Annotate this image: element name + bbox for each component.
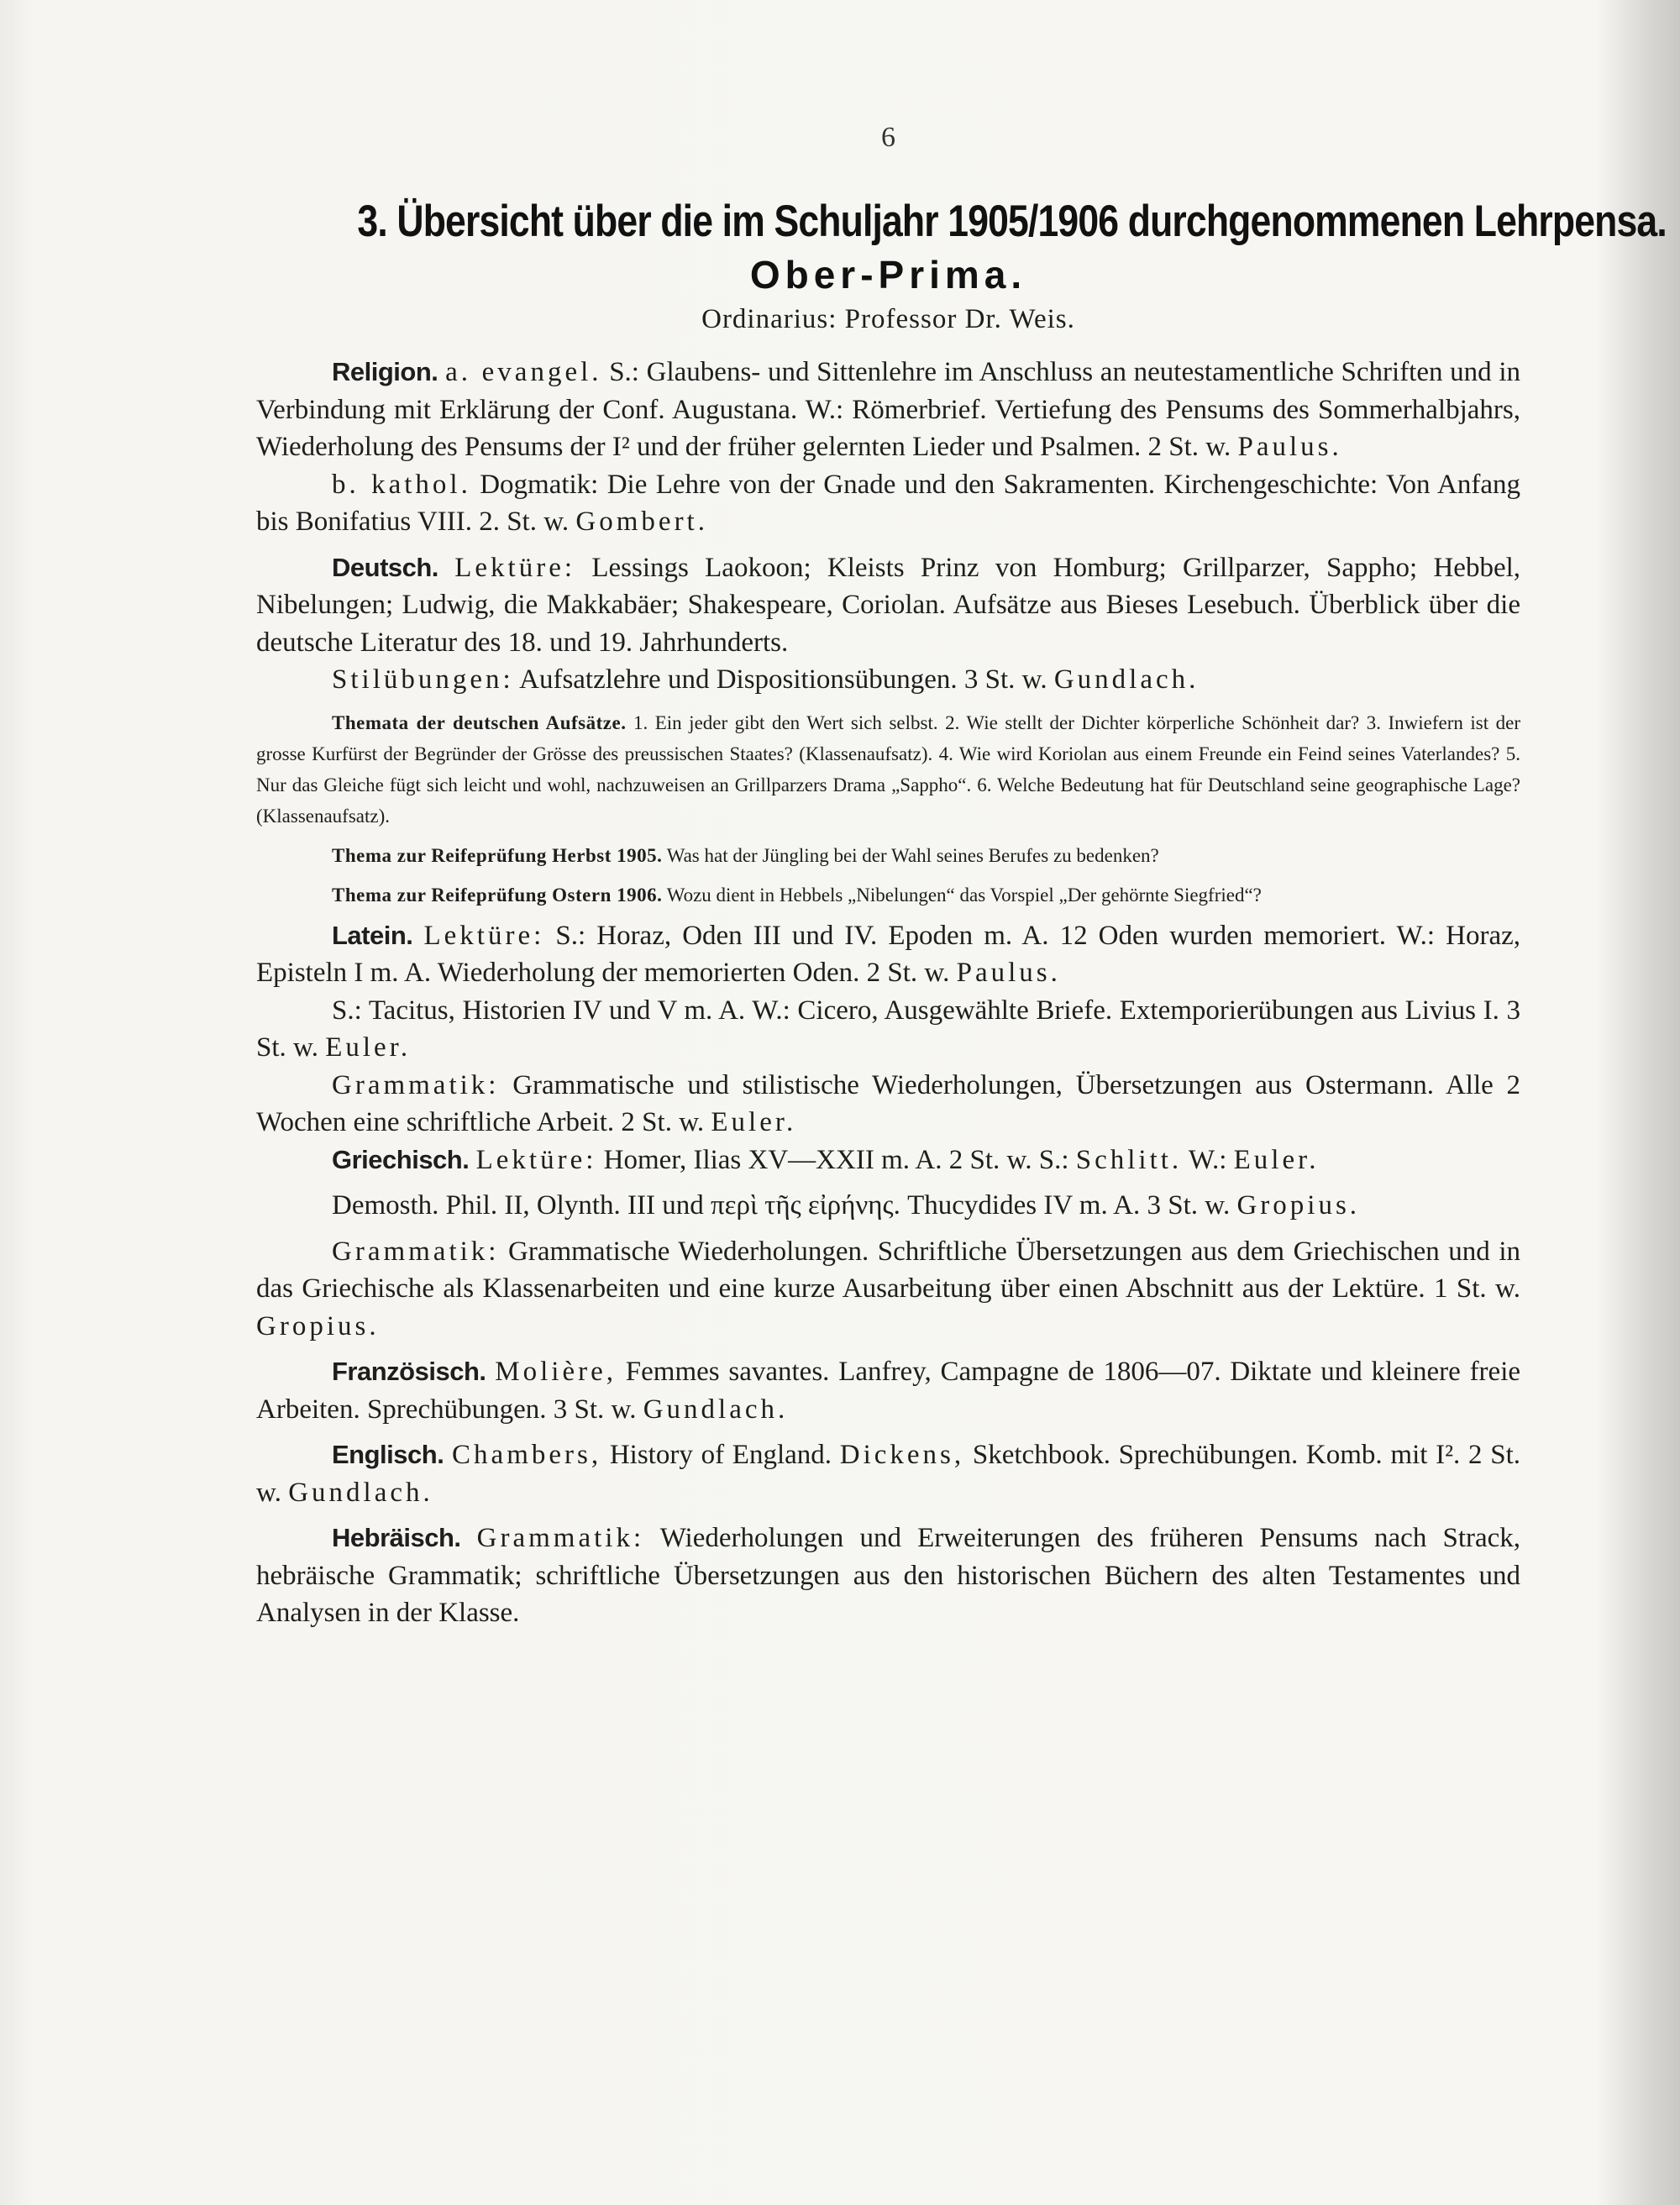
griechisch-demosth-teacher: Gropius. [1236, 1190, 1361, 1221]
griechisch-demosth-text: Demosth. Phil. II, Olynth. III und περὶ τῆς εἰρήνης. Thucydides IV m. A. 3 St. w. [332, 1190, 1231, 1221]
franzoesisch-author: Molière, [495, 1357, 617, 1387]
franzoesisch-text: Femmes savantes. Lanfrey, Campagne de 1806—07. Diktate und kleinere freie Arbeiten. Sprechübungen. 3 St. w. [256, 1357, 1521, 1425]
deutsch-themata-heading: Themata der deutschen Aufsätze. [332, 711, 627, 733]
deutsch-lektuere-text: Lessings Laokoon; Kleists Prinz von Homburg; Grillparzer, Sappho; Hebbel, Nibelungen; Ludwig, die Makkabäer; Shakespeare, Coriolan. Aufsätze aus Bieses Lesebuch. Überblick über die deutsche Literatur des 18. und 19. Jahrhunderts. [256, 552, 1521, 658]
hebraeisch-paragraph [256, 1520, 1520, 1632]
latein-subject: Latein. [332, 920, 413, 950]
religion-evangel-text: S.: Glaubens- und Sittenlehre im Anschluss an neutestamentliche Schriften und in Verbindung mit Erklärung der Conf. Augustana. W.: Römerbrief. Vertiefung des Pensums des Sommerhalbjahrs, Wiederholung des Pensums der I² und der früher gelernten Lieder und Psalmen. 2 St. w. [256, 357, 1521, 462]
franzoesisch-subject: Französisch. [332, 1357, 486, 1386]
englisch-author-2: Dickens, [839, 1440, 965, 1470]
deutsch-ostern-text: Wozu dient in Hebbels „Nibelungen“ das Vorspiel „Der gehörnte Siegfried“? [666, 884, 1262, 906]
latein-tacitus-text: S.: Tacitus, Historien IV und V m. A. W.: Cicero, Ausgewählte Briefe. Extemporierübungen aus Livius I. 3 St. w. [256, 995, 1520, 1063]
englisch-text-2: Sketchbook. Sprechübungen. Komb. mit I². 2 St. w. [256, 1440, 1521, 1508]
latein-tacitus-paragraph [256, 992, 1520, 1067]
deutsch-stil-text: Aufsatzlehre und Dispositionsübungen. 3 St. w. [519, 664, 1047, 695]
deutsch-themata-paragraph [256, 707, 1520, 832]
hebraeisch-grammatik-label: Grammatik: [476, 1523, 645, 1553]
deutsch-ostern-heading: Thema zur Reifeprüfung Ostern 1906. [332, 884, 663, 906]
class-name: Ober-Prima. [749, 253, 1027, 297]
englisch-author-1: Chambers, [452, 1440, 602, 1470]
griechisch-teacher-s: Schlitt. [1075, 1144, 1183, 1175]
englisch-text-1: History of England. [609, 1440, 832, 1470]
deutsch-lektuere-paragraph [256, 549, 1520, 662]
griechisch-lektuere-text: Homer, Ilias XV—XXII m. A. 2 St. w. S.: [603, 1144, 1069, 1175]
hebraeisch-text: Wiederholungen und Erweiterungen des früheren Pensums nach Strack, hebräische Grammatik; schriftliche Übersetzungen aus den historischen Büchern des alten Testamentes und Analysen in der Klasse. [256, 1523, 1521, 1628]
hebraeisch-subject: Hebräisch. [332, 1523, 461, 1552]
griechisch-subject: Griechisch. [332, 1144, 470, 1174]
franzoesisch-paragraph [256, 1353, 1520, 1428]
religion-subject: Religion. [332, 357, 438, 386]
deutsch-lektuere-label: Lektüre: [454, 552, 576, 583]
griechisch-lektuere-label: Lektüre: [475, 1144, 597, 1175]
franzoesisch-teacher: Gundlach. [643, 1394, 789, 1425]
griechisch-grammatik-teacher: Gropius. [256, 1310, 380, 1341]
deutsch-herbst-heading: Thema zur Reifeprüfung Herbst 1905. [332, 844, 663, 866]
griechisch-teacher-w: Euler. [1233, 1144, 1320, 1175]
griechisch-grammatik-text: Grammatische Wiederholungen. Schriftliche Übersetzungen aus dem Griechischen und in das Griechische als Klassenarbeiten und eine kurze Ausarbeitung über einen Abschnitt aus der Lektüre. 1 St. w. [256, 1236, 1520, 1304]
deutsch-stil-label: Stilübungen: [332, 664, 514, 695]
deutsch-subject: Deutsch. [332, 552, 438, 582]
religion-evangel-label: a. evangel. [445, 357, 602, 387]
griechisch-demosth-paragraph [256, 1187, 1520, 1225]
griechisch-lektuere-paragraph [256, 1142, 1520, 1179]
latein-grammatik-label: Grammatik: [332, 1069, 500, 1100]
page-content [256, 122, 1667, 1632]
deutsch-herbst-text: Was hat der Jüngling bei der Wahl seines Berufes zu bedenken? [666, 844, 1159, 866]
religion-kathol-paragraph [256, 466, 1520, 541]
deutsch-stil-paragraph [256, 661, 1520, 699]
religion-kathol-label: b. kathol. [332, 469, 471, 500]
latein-grammatik-text: Grammatische und stilistische Wiederholungen, Übersetzungen aus Ostermann. Alle 2 Wochen eine schriftliche Arbeit. 2 St. w. [256, 1069, 1521, 1137]
englisch-teacher: Gundlach. [288, 1477, 433, 1508]
page-number: 6 [881, 122, 895, 153]
deutsch-teacher: Gundlach. [1053, 664, 1200, 695]
religion-kathol-text: Dogmatik: Die Lehre von der Gnade und den Sakramenten. Kirchengeschichte: Von Anfang bis Bonifatius VIII. 2. St. w. [256, 469, 1521, 537]
page-heading: 3. Übersicht über die im Schuljahr 1905/1906 durchgenommenen Lehrpensa. [357, 197, 1667, 246]
deutsch-herbst-paragraph [256, 840, 1520, 871]
latein-grammatik-paragraph [256, 1067, 1520, 1142]
latein-lektuere-label: Lektüre: [423, 920, 545, 951]
religion-evangel-paragraph [256, 354, 1520, 466]
griechisch-grammatik-label: Grammatik: [332, 1236, 500, 1267]
griechisch-grammatik-paragraph [256, 1233, 1520, 1346]
latein-lektuere-teacher: Paulus. [956, 958, 1061, 988]
latein-grammatik-teacher: Euler. [711, 1107, 797, 1137]
latein-tacitus-teacher: Euler. [325, 1032, 412, 1063]
religion-evangel-teacher: Paulus. [1237, 432, 1342, 462]
latein-lektuere-paragraph [256, 917, 1520, 992]
deutsch-ostern-paragraph [256, 879, 1520, 911]
englisch-paragraph [256, 1436, 1520, 1511]
deutsch-themata-text: 1. Ein jeder gibt den Wert sich selbst. 2. Wie stellt der Dichter körperliche Schönheit dar? 3. Inwiefern ist der grosse Kurfürst der Begründer der Grösse des preussischen Staates? (Klassenaufsatz). 4. Wie wird Koriolan aus einem Freunde ein Feind seines Vaterlandes? 5. Nur das Gleiche fügt sich leicht und wohl, nachzuweisen an Grillparzers Drama „Sappho“. 6. Welche Bedeutung hat für Deutschland seine geographische Lage? (Klassenaufsatz). [256, 711, 1520, 827]
ordinarius-line: Ordinarius: Professor Dr. Weis. [701, 304, 1075, 334]
griechisch-w-label: W.: [1188, 1144, 1227, 1175]
latein-lektuere-text: S.: Horaz, Oden III und IV. Epoden m. A. 12 Oden wurden memoriert. W.: Horaz, Episteln I m. A. Wiederholung der memorierten Oden. 2 St. w. [256, 920, 1520, 988]
englisch-subject: Englisch. [332, 1440, 444, 1469]
religion-kathol-teacher: Gombert. [575, 507, 708, 537]
